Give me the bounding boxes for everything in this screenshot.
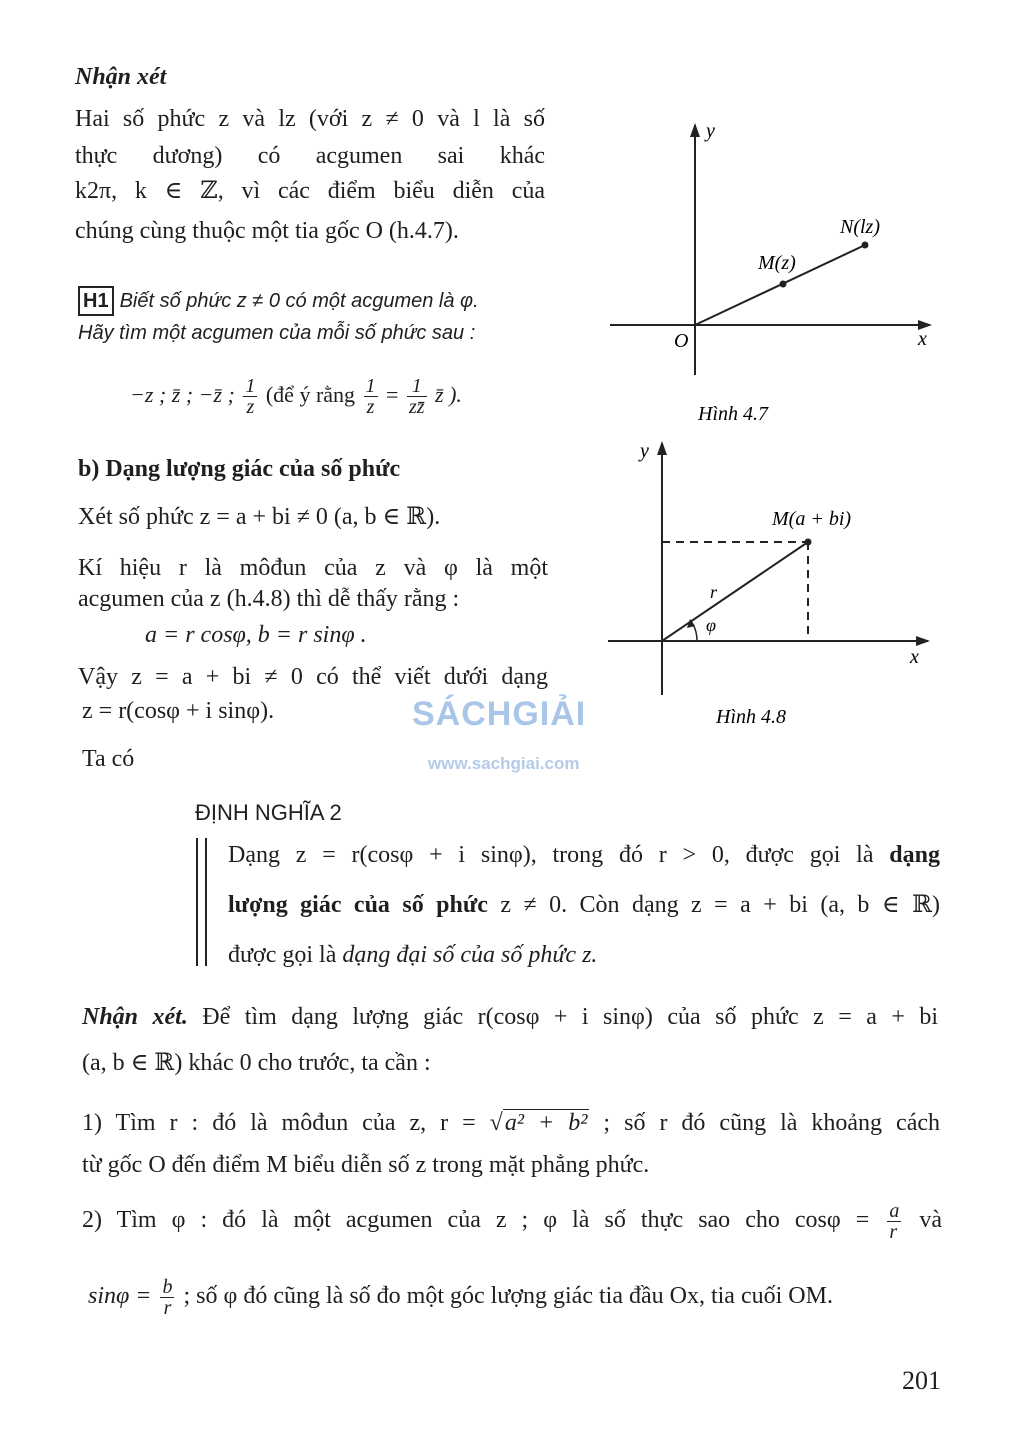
section-b-formula: a = r cosφ, b = r sinφ . [145,622,367,648]
frac-den: r [889,1220,898,1243]
h1-expressions [130,370,462,420]
fig48-y-label: y [640,440,649,462]
fig47-point-n [862,242,869,249]
h1-eq-tail: z̄ ). [435,382,462,407]
frac-num: 1 [365,375,376,398]
frac-a-over-r [887,1201,901,1242]
frac-den: r [163,1296,172,1319]
fig47-n-label: N(lz) [840,216,880,238]
fig48-y-arrow [657,441,667,455]
section-b-line-5: z = r(cosφ + i sinφ). [82,698,275,724]
watermark-url: www.sachgiai.com [428,754,580,773]
frac-eq-left [364,376,378,417]
remark2-line-1 [82,1000,938,1034]
definition-line-3 [228,938,597,972]
h1-eq-sign: = [386,382,399,407]
section-b-heading: b) Dạng lượng giác của số phức [78,456,401,482]
fig48-x-arrow [916,636,930,646]
fig48-point-m [805,539,812,546]
fig48-x-label: x [910,646,919,668]
fig47-origin-label: O [674,330,689,352]
h1-line-1 [78,286,479,316]
fig47-point-m [780,281,787,288]
remark2-step2 [82,1192,942,1248]
fig48-r-label: r [710,582,718,602]
definition-title: ĐỊNH NGHĨA 2 [195,800,342,825]
frac-den: z [246,396,255,419]
definition-bar [196,838,207,966]
figure-4-7 [600,115,945,435]
section-b-line-6: Ta có [82,746,135,772]
step1-radicand: a² + b² [504,1110,588,1136]
fig47-x-label: x [918,328,927,350]
frac-num: a [889,1199,900,1222]
definition-text: được gọi là [228,942,343,968]
frac-den: zz̄ [408,396,425,419]
remark-line-3: k2π, k ∈ ℤ, vì các điểm biểu diễn của [75,178,545,204]
step1-tail: ; số r đó cũng là khoảng cách [589,1110,941,1136]
remark2-step2-line-2 [88,1268,833,1324]
frac-num: 1 [245,375,256,398]
fig48-caption: Hình 4.8 [716,706,786,728]
definition-term: lượng giác của số phức [228,892,488,918]
step2-text: 2) Tìm φ : đó là một acgumen của z ; φ là số thực sao cho cosφ = [82,1207,870,1233]
definition-line-1 [228,838,940,872]
fig48-phi-label: φ [706,615,716,635]
step1-text: 1) Tìm r : đó là môđun của z, r = √ [82,1110,503,1136]
definition-line-2 [228,888,940,922]
figure-4-8 [600,435,945,735]
frac-den: z [366,396,375,419]
definition-emphasis: dạng đại số của số phức z. [342,942,598,968]
section-b-line-3: acgumen của z (h.4.8) thì dễ thấy rằng : [78,586,460,612]
h1-terms: −z ; z̄ ; −z̄ ; [130,382,235,407]
frac-b-over-r [160,1277,174,1318]
frac-num: 1 [407,376,427,397]
remark-line-1: Hai số phức z và lz (với z ≠ 0 và l là số [75,106,545,132]
page-number: 201 [902,1366,941,1395]
h1-line-2: Hãy tìm một acgumen của mỗi số phức sau : [78,322,476,344]
remark2-title: Nhận xét. [82,1004,188,1030]
frac-num: b [162,1275,173,1298]
section-b-line-1: Xét số phức z = a + bi ≠ 0 (a, b ∈ ℝ). [78,504,441,530]
remark2-text: Để tìm dạng lượng giác r(cosφ + i sinφ) của số phức z = a + bi [187,1004,938,1030]
definition-text: Dạng z = r(cosφ + i sinφ), trong đó r > 0, được gọi là [228,842,890,868]
frac-eq-right [407,376,427,417]
remark2-step1 [82,1106,940,1140]
fig47-m-label: M(z) [758,252,796,274]
remark2-step1-line-2: từ gốc O đến điểm M biểu diễn số z trong mặt phẳng phức. [82,1152,650,1178]
definition-term: dạng [889,842,940,868]
watermark-logo: SÁCHGIẢI [412,695,587,733]
h1-text-1: Biết số phức z ≠ 0 có một acgumen là φ. [119,290,479,312]
remark-line-2: thực dương) có acgumen sai khác [75,143,545,169]
remark-line-4: chúng cùng thuộc một tia gốc O (h.4.7). [75,218,459,244]
fig48-vector [662,542,808,641]
h1-badge: H1 [78,286,114,316]
section-b-line-4: Vậy z = a + bi ≠ 0 có thể viết dưới dạng [78,664,548,690]
remark-title: Nhận xét [75,64,167,90]
step2-tail: và [919,1207,943,1233]
fig47-caption: Hình 4.7 [698,403,768,425]
step2-sin-text: sinφ = [88,1283,152,1309]
remark2-line-2: (a, b ∈ ℝ) khác 0 cho trước, ta cần : [82,1050,431,1076]
frac-one-over-z [243,376,257,417]
fig47-y-label: y [706,120,715,142]
fig47-y-arrow [690,123,700,137]
step2-sin-tail: ; số φ đó cũng là số đo một góc lượng giác tia đầu Ox, tia cuối OM. [183,1283,833,1309]
h1-note-open: (để ý rằng [265,382,356,407]
fig48-m-label: M(a + bi) [772,508,852,530]
definition-text: z ≠ 0. Còn dạng z = a + bi (a, b ∈ ℝ) [487,892,941,918]
section-b-line-2: Kí hiệu r là môđun của z và φ là một [78,555,548,581]
